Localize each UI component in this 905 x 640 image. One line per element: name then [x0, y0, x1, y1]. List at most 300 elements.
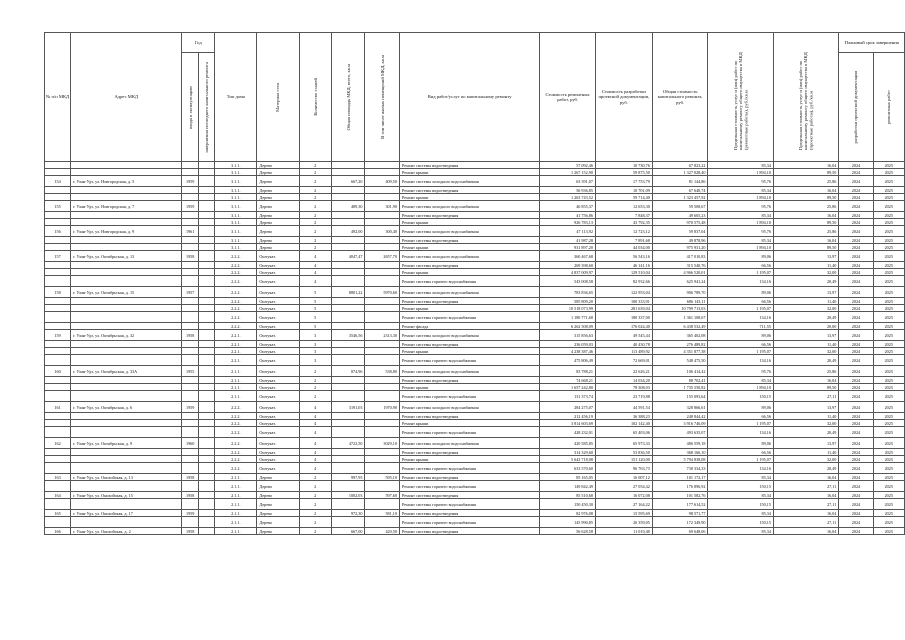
row-limit-cost-design: 27,11	[773, 391, 838, 402]
row-limit-cost-repair: 85,34	[708, 528, 773, 535]
table-row	[45, 449, 905, 456]
row-residential-area: 581,10	[365, 510, 400, 517]
row-limit-cost-design: 25,86	[773, 226, 838, 237]
row-floors: 2	[299, 194, 331, 201]
row-limit-cost-repair: 66,56	[708, 298, 773, 305]
row-year-renovation	[198, 276, 214, 287]
row-repair-cost: 269 398,60	[540, 262, 596, 269]
table-row	[45, 341, 905, 348]
row-work-type: Ремонт системы горячего водоснабжения	[399, 499, 539, 510]
row-residential-area	[365, 194, 400, 201]
row-address: г. Улан-Удэ, ул. Новгородская, д. 9	[71, 226, 182, 237]
row-work-type: Ремонт крыши	[399, 348, 539, 355]
row-address	[71, 463, 182, 474]
table-row	[45, 212, 905, 219]
row-house-type: 2.1.1.	[215, 517, 257, 528]
row-total-area	[331, 194, 365, 201]
row-total-area	[331, 456, 365, 463]
row-wall-material: Оштукат.	[257, 366, 299, 377]
row-limit-cost-repair: 134,16	[708, 463, 773, 474]
row-number: 157	[45, 251, 71, 262]
row-year-renovation	[198, 226, 214, 237]
row-design-cost: 56 543,16	[595, 251, 652, 262]
row-year-renovation	[198, 251, 214, 262]
table-row	[45, 492, 905, 499]
header-wall-material: Материал стен	[275, 82, 281, 112]
row-deadline-repair: 2025	[873, 391, 904, 402]
row-year-commissioning	[182, 187, 199, 194]
row-repair-cost: 5 643 718,08	[540, 456, 596, 463]
row-year-commissioning	[182, 219, 199, 226]
row-wall-material: Дерево	[257, 237, 299, 244]
row-work-type: Ремонт системы водоотведения	[399, 510, 539, 517]
row-wall-material: Оштукат.	[257, 449, 299, 456]
row-house-type: 3.1.1.	[215, 244, 257, 251]
row-year-renovation	[198, 420, 214, 427]
row-residential-area	[365, 499, 400, 510]
row-total-area	[331, 517, 365, 528]
row-limit-cost-design: 27,11	[773, 481, 838, 492]
row-number	[45, 341, 71, 348]
row-repair-cost: 585 809,20	[540, 298, 596, 305]
row-repair-cost: 315 856,63	[540, 330, 596, 341]
row-work-type: Ремонт системы холодного водоснабжения	[399, 287, 539, 298]
row-year-renovation	[198, 305, 214, 312]
row-wall-material: Дерево	[257, 162, 299, 169]
row-deadline-repair: 2025	[873, 237, 904, 244]
row-limit-cost-repair: 95,76	[708, 226, 773, 237]
row-total-area	[331, 162, 365, 169]
row-total-cost: 49 878,96	[652, 237, 708, 244]
row-deadline-design: 2024	[839, 162, 873, 169]
row-total-cost: 315 540,76	[652, 262, 708, 269]
row-address: г. Улан-Удэ, ул. Онохойская, д. 13	[71, 474, 182, 481]
row-residential-area	[365, 187, 400, 194]
row-deadline-design: 2024	[839, 427, 873, 438]
row-residential-area: 5970,60	[365, 287, 400, 298]
row-deadline-repair: 2025	[873, 341, 904, 348]
row-work-type: Ремонт системы водоотведения	[399, 162, 539, 169]
row-number	[45, 187, 71, 194]
row-total-area	[331, 312, 365, 323]
row-limit-cost-repair: 66,56	[708, 341, 773, 348]
row-design-cost: 113 489,92	[595, 348, 652, 355]
row-repair-cost: 56 936,85	[540, 187, 596, 194]
row-total-cost: 10 799 713,03	[652, 305, 708, 312]
row-repair-cost: 4 238 387,46	[540, 348, 596, 355]
row-house-type: 3.1.1.	[215, 187, 257, 194]
row-house-type: 2.2.2.	[215, 298, 257, 305]
row-deadline-repair: 2025	[873, 438, 904, 449]
row-year-renovation	[198, 463, 214, 474]
row-limit-cost-repair: 134,16	[708, 355, 773, 366]
row-total-cost: 368 166,10	[652, 449, 708, 456]
row-total-area	[331, 348, 365, 355]
row-design-cost: 151 120,00	[595, 456, 652, 463]
row-work-type: Ремонт системы водоотведения	[399, 413, 539, 420]
row-deadline-repair: 2025	[873, 262, 904, 269]
row-limit-cost-design: 25,86	[773, 176, 838, 187]
header-design-cost: Стоимость разработки проектной документации, руб.	[595, 33, 652, 162]
row-limit-cost-repair: 85,34	[708, 377, 773, 384]
row-repair-cost: 1 657 242,80	[540, 384, 596, 391]
row-year-commissioning: 1958	[182, 492, 199, 499]
row-limit-cost-repair: 711,55	[708, 323, 773, 330]
row-wall-material: Дерево	[257, 492, 299, 499]
row-design-cost: 102 142,40	[595, 420, 652, 427]
row-deadline-repair: 2025	[873, 305, 904, 312]
row-design-cost: 49 545,44	[595, 330, 652, 341]
row-wall-material: Дерево	[257, 226, 299, 237]
row-total-area	[331, 219, 365, 226]
row-number	[45, 276, 71, 287]
row-floors: 4	[299, 438, 331, 449]
row-address: г. Улан-Удэ, ул. Октябрьская, д. 32	[71, 330, 182, 341]
table-row	[45, 355, 905, 366]
row-floors: 4	[299, 463, 331, 474]
row-address: г. Улан-Удэ, ул. Онохойская, д. 15	[71, 492, 182, 499]
row-total-cost: 155 093,64	[652, 391, 708, 402]
row-work-type: Ремонт системы водоотведения	[399, 492, 539, 499]
row-floors: 4	[299, 420, 331, 427]
row-repair-cost: 41 756,86	[540, 212, 596, 219]
row-design-cost: 27 164,22	[595, 499, 652, 510]
row-repair-cost: 1 267 152,90	[540, 169, 596, 176]
row-year-commissioning	[182, 162, 199, 169]
row-year-commissioning	[182, 237, 199, 244]
table-row	[45, 169, 905, 176]
row-work-type: Ремонт системы холодного водоснабжения	[399, 176, 539, 187]
row-repair-cost: 82 976,08	[540, 510, 596, 517]
table-row	[45, 463, 905, 474]
row-total-cost: 625 941,24	[652, 276, 708, 287]
row-address	[71, 187, 182, 194]
row-address: г. Улан-Удэ, ул. Октябрьская, д. 6	[71, 402, 182, 413]
row-house-type: 2.1.1.	[215, 391, 257, 402]
row-house-type: 2.2.2.	[215, 413, 257, 420]
row-year-commissioning	[182, 499, 199, 510]
row-floors: 5	[299, 312, 331, 323]
row-year-renovation	[198, 427, 214, 438]
row-design-cost: 10 701,09	[595, 187, 652, 194]
row-limit-cost-design: 25,86	[773, 366, 838, 377]
row-limit-cost-repair: 1 894,10	[708, 219, 773, 226]
row-wall-material: Оштукат.	[257, 427, 299, 438]
row-wall-material: Оштукат.	[257, 305, 299, 312]
row-residential-area	[365, 355, 400, 366]
row-repair-cost: 1 180 771,68	[540, 312, 596, 323]
row-deadline-design: 2024	[839, 212, 873, 219]
row-limit-cost-repair: 1 894,10	[708, 384, 773, 391]
row-deadline-design: 2024	[839, 298, 873, 305]
row-wall-material: Оштукат.	[257, 391, 299, 402]
row-deadline-design: 2024	[839, 219, 873, 226]
row-year-renovation	[198, 176, 214, 187]
row-total-cost: 176 896,92	[652, 481, 708, 492]
row-design-cost: 10 730,76	[595, 162, 652, 169]
row-year-commissioning: 1958	[182, 251, 199, 262]
row-residential-area: 1970,90	[365, 402, 400, 413]
row-residential-area	[365, 481, 400, 492]
table-row	[45, 413, 905, 420]
row-total-area	[331, 420, 365, 427]
table-row	[45, 237, 905, 244]
row-total-area: 489,30	[331, 201, 365, 212]
row-total-area	[331, 481, 365, 492]
table-row	[45, 176, 905, 187]
row-address	[71, 237, 182, 244]
row-total-cost: 1 327 028,40	[652, 169, 708, 176]
row-house-type: 2.2.2.	[215, 463, 257, 474]
row-floors: 2	[299, 474, 331, 481]
row-total-cost: 1 361 108,67	[652, 312, 708, 323]
row-floors: 2	[299, 510, 331, 517]
row-house-type: 2.2.2.	[215, 276, 257, 287]
row-total-area	[331, 391, 365, 402]
row-limit-cost-repair: 1 195,07	[708, 305, 773, 312]
row-address	[71, 312, 182, 323]
row-floors: 2	[299, 176, 331, 187]
row-deadline-repair: 2025	[873, 226, 904, 237]
row-limit-cost-design: 20,49	[773, 355, 838, 366]
row-number	[45, 323, 71, 330]
row-total-area	[331, 262, 365, 269]
row-wall-material: Дерево	[257, 474, 299, 481]
row-design-cost: 36 388,23	[595, 413, 652, 420]
row-work-type: Ремонт крыши	[399, 456, 539, 463]
row-limit-cost-design: 20,49	[773, 463, 838, 474]
row-repair-cost: 284 275,07	[540, 402, 596, 413]
row-deadline-design: 2024	[839, 187, 873, 194]
row-residential-area	[365, 269, 400, 276]
row-limit-cost-repair: 1 894,10	[708, 169, 773, 176]
table-row	[45, 499, 905, 510]
row-total-cost: 486 559,18	[652, 438, 708, 449]
row-year-commissioning	[182, 276, 199, 287]
row-total-cost: 3 916 746,09	[652, 420, 708, 427]
row-total-cost: 5 794 838,08	[652, 456, 708, 463]
row-deadline-repair: 2025	[873, 298, 904, 305]
row-limit-cost-design: 32,00	[773, 420, 838, 427]
row-deadline-repair: 2025	[873, 449, 904, 456]
row-limit-cost-repair: 89,06	[708, 251, 773, 262]
row-floors: 4	[299, 456, 331, 463]
row-house-type: 2.2.1.	[215, 330, 257, 341]
row-repair-cost: 783 836,65	[540, 287, 596, 298]
header-year-group: Год	[182, 33, 215, 53]
row-total-cost: 59 837,04	[652, 226, 708, 237]
row-limit-cost-design: 89,50	[773, 169, 838, 176]
row-limit-cost-design: 13,97	[773, 251, 838, 262]
row-residential-area: 595,10	[365, 474, 400, 481]
row-limit-cost-repair: 150,15	[708, 481, 773, 492]
row-number	[45, 384, 71, 391]
row-deadline-design: 2024	[839, 366, 873, 377]
table-row	[45, 219, 905, 226]
row-deadline-design: 2024	[839, 341, 873, 348]
row-number	[45, 219, 71, 226]
row-deadline-repair: 2025	[873, 287, 904, 298]
row-house-type: 2.2.2.	[215, 427, 257, 438]
row-wall-material: Дерево	[257, 176, 299, 187]
row-total-cost: 172 349,90	[652, 517, 708, 528]
row-residential-area: 3029,10	[365, 438, 400, 449]
row-floors: 3	[299, 341, 331, 348]
row-address	[71, 323, 182, 330]
row-limit-cost-design: 20,49	[773, 312, 838, 323]
row-year-commissioning: 1958	[182, 474, 199, 481]
row-deadline-repair: 2025	[873, 162, 904, 169]
row-deadline-design: 2024	[839, 269, 873, 276]
row-house-type: 2.1.1.	[215, 384, 257, 391]
row-residential-area	[365, 212, 400, 219]
row-year-commissioning	[182, 449, 199, 456]
row-limit-cost-design: 16,04	[773, 162, 838, 169]
row-design-cost: 7 891,68	[595, 237, 652, 244]
row-deadline-repair: 2025	[873, 517, 904, 528]
row-limit-cost-repair: 89,06	[708, 438, 773, 449]
row-wall-material: Оштукат.	[257, 384, 299, 391]
row-design-cost: 7 848,37	[595, 212, 652, 219]
row-year-commissioning: 1959	[182, 402, 199, 413]
row-total-cost: 67 823,22	[652, 162, 708, 169]
row-limit-cost-repair: 1 894,10	[708, 244, 773, 251]
row-design-cost: 72 669,01	[595, 355, 652, 366]
row-number: 160	[45, 366, 71, 377]
row-limit-cost-design: 27,11	[773, 499, 838, 510]
row-deadline-design: 2024	[839, 348, 873, 355]
row-house-type: 2.2.2.	[215, 402, 257, 413]
row-deadline-repair: 2025	[873, 474, 904, 481]
row-limit-cost-repair: 66,56	[708, 413, 773, 420]
row-limit-cost-design: 32,00	[773, 348, 838, 355]
row-limit-cost-repair: 85,34	[708, 474, 773, 481]
table-row	[45, 226, 905, 237]
row-number	[45, 355, 71, 366]
row-design-cost: 122 953,04	[595, 287, 652, 298]
row-limit-cost-design: 89,50	[773, 384, 838, 391]
row-repair-cost: 212 456,19	[540, 413, 596, 420]
row-limit-cost-repair: 95,76	[708, 366, 773, 377]
row-year-renovation	[198, 402, 214, 413]
row-limit-cost-repair: 95,76	[708, 201, 773, 212]
row-design-cost: 26 359,05	[595, 517, 652, 528]
row-address	[71, 262, 182, 269]
row-limit-cost-design: 20,00	[773, 323, 838, 330]
row-residential-area	[365, 262, 400, 269]
row-deadline-repair: 2025	[873, 377, 904, 384]
row-total-area: 3191,03	[331, 402, 365, 413]
row-address: г. Улан-Удэ, ул. Онохойская, д. 2	[71, 528, 182, 535]
row-deadline-design: 2024	[839, 481, 873, 492]
row-repair-cost: 57 092,46	[540, 162, 596, 169]
row-house-type: 3.1.1.	[215, 219, 257, 226]
row-work-type: Ремонт системы водоотведения	[399, 341, 539, 348]
row-house-type: 2.2.2.	[215, 312, 257, 323]
row-house-type: 3.1.1.	[215, 226, 257, 237]
row-repair-cost: 41 987,28	[540, 237, 596, 244]
row-number	[45, 463, 71, 474]
row-design-cost: 12 653,30	[595, 201, 652, 212]
row-year-renovation	[198, 287, 214, 298]
row-floors: 2	[299, 187, 331, 194]
row-floors: 2	[299, 169, 331, 176]
row-work-type: Ремонт системы водоотведения	[399, 474, 539, 481]
table-row	[45, 348, 905, 355]
row-residential-area: 420,50	[365, 528, 400, 535]
row-residential-area: 538,80	[365, 366, 400, 377]
row-design-cost: 100 333,91	[595, 298, 652, 305]
row-design-cost: 59 875,50	[595, 169, 652, 176]
row-deadline-design: 2024	[839, 420, 873, 427]
header-deadline-repair: ремонтных работ	[886, 90, 892, 124]
row-number: 162	[45, 438, 71, 449]
row-address	[71, 169, 182, 176]
row-deadline-design: 2024	[839, 413, 873, 420]
row-repair-cost: 926 783,13	[540, 219, 596, 226]
row-repair-cost: 633 570,60	[540, 463, 596, 474]
table-row	[45, 377, 905, 384]
row-total-cost: 970 575,48	[652, 219, 708, 226]
row-house-type: 3.1.1.	[215, 162, 257, 169]
row-work-type: Ремонт фасада	[399, 323, 539, 330]
row-year-commissioning	[182, 341, 199, 348]
row-design-cost: 176 024,40	[595, 323, 652, 330]
row-limit-cost-repair: 89,06	[708, 402, 773, 413]
row-deadline-design: 2024	[839, 330, 873, 341]
row-total-cost: 1 323 457,92	[652, 194, 708, 201]
row-limit-cost-repair: 150,15	[708, 499, 773, 510]
row-house-type: 2.2.2.	[215, 449, 257, 456]
row-limit-cost-repair: 85,34	[708, 187, 773, 194]
row-deadline-repair: 2025	[873, 176, 904, 187]
row-year-commissioning	[182, 517, 199, 528]
row-year-commissioning	[182, 262, 199, 269]
row-residential-area: 409,50	[365, 176, 400, 187]
row-design-cost: 180 337,00	[595, 312, 652, 323]
row-deadline-design: 2024	[839, 305, 873, 312]
row-total-area	[331, 298, 365, 305]
row-total-area	[331, 427, 365, 438]
row-limit-cost-repair: 89,06	[708, 330, 773, 341]
row-year-renovation	[198, 499, 214, 510]
table-row	[45, 187, 905, 194]
row-residential-area	[365, 219, 400, 226]
row-deadline-design: 2024	[839, 402, 873, 413]
table-row	[45, 391, 905, 402]
row-total-area	[331, 237, 365, 244]
row-total-area	[331, 449, 365, 456]
row-year-renovation	[198, 449, 214, 456]
row-floors: 2	[299, 366, 331, 377]
row-limit-cost-design: 20,49	[773, 427, 838, 438]
row-work-type: Ремонт системы водоотведения	[399, 377, 539, 384]
row-wall-material: Оштукат.	[257, 276, 299, 287]
row-year-commissioning: 1959	[182, 510, 199, 517]
row-year-commissioning: 1960	[182, 438, 199, 449]
row-wall-material: Оштукат.	[257, 341, 299, 348]
row-work-type: Ремонт системы холодного водоснабжения	[399, 402, 539, 413]
row-address	[71, 427, 182, 438]
row-house-type: 2.2.2.	[215, 456, 257, 463]
row-repair-cost: 150 450,30	[540, 499, 596, 510]
row-year-renovation	[198, 194, 214, 201]
row-address	[71, 162, 182, 169]
row-year-commissioning	[182, 305, 199, 312]
row-deadline-design: 2024	[839, 169, 873, 176]
row-house-type: 2.2.2.	[215, 438, 257, 449]
row-address	[71, 420, 182, 427]
